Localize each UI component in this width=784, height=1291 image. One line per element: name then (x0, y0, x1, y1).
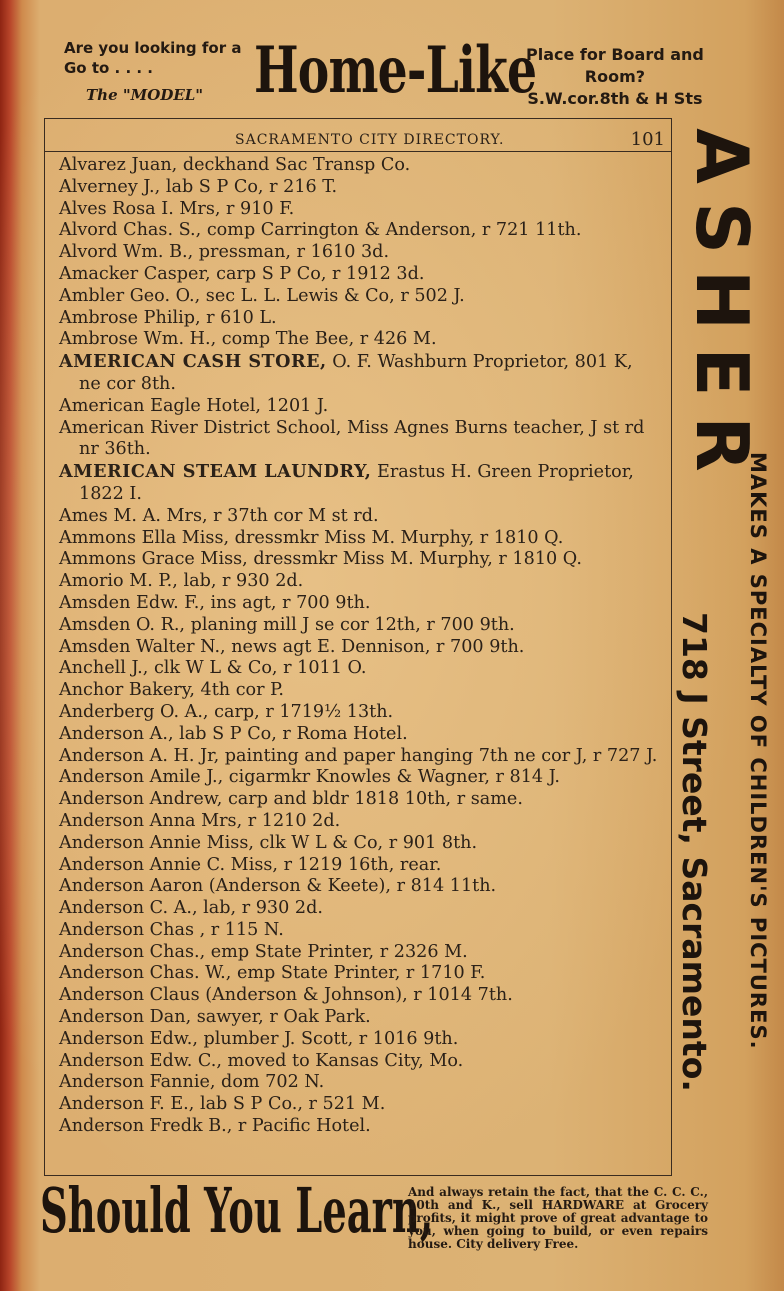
side-ad-name (680, 120, 764, 480)
list-item: Anderson C. A., lab, r 930 2d. (59, 898, 323, 919)
bottom-ad-headline: Should You Learn, (40, 1174, 434, 1247)
list-item: Anderson Annie C. Miss, r 1219 16th, rear. (59, 854, 442, 875)
bottom-advertisement (0, 1176, 784, 1286)
side-ad-letter: R (680, 416, 764, 472)
directory-frame (44, 118, 672, 1176)
side-ad-address: 718 J Street, Sacramento. (675, 612, 714, 1092)
business-detail: Erastus H. Green Proprietor, 1822 I. (79, 462, 634, 504)
list-item: Anderberg O. A., carp, r 1719½ 13th. (59, 701, 394, 722)
list-item: Anderson Aaron (Anderson & Keete), r 814 11th. (59, 876, 497, 897)
business-name: AMERICAN CASH STORE, (59, 351, 327, 373)
list-item-bold (59, 351, 659, 396)
list-item: Anderson Annie Miss, clk W L & Co, r 901 8th. (59, 832, 478, 853)
business-name: AMERICAN STEAM LAUNDRY, (59, 461, 372, 483)
side-ad-letter: S (680, 202, 764, 254)
list-item: Ambler Geo. O., sec L. L. Lewis & Co, r 502 J. (59, 285, 465, 306)
list-item: Ambrose Wm. H., comp The Bee, r 426 M. (59, 329, 437, 350)
list-item: Amsden Edw. F., ins agt, r 700 9th. (59, 592, 371, 613)
list-item: Ames M. A. Mrs, r 37th cor M st rd. (59, 505, 379, 526)
page-header (45, 127, 671, 152)
entry-list (59, 155, 659, 1138)
ad-left-line2: Go to . . . . (64, 59, 153, 77)
side-ad-letter: E (680, 347, 764, 397)
list-item: Alvord Wm. B., pressman, r 1610 3d. (59, 242, 390, 263)
list-item: Ambrose Philip, r 610 L. (59, 307, 277, 328)
directory-title: SACRAMENTO CITY DIRECTORY. (235, 132, 505, 148)
list-item: Amsden O. R., planing mill J se cor 12th, r 700 9th. (59, 614, 515, 635)
list-item: American Eagle Hotel, 1201 J. (59, 395, 329, 416)
list-item: Anderson Fannie, dom 702 N. (59, 1072, 325, 1093)
list-item: Anderson Claus (Anderson & Johnson), r 1014 7th. (59, 985, 513, 1006)
page-number: 101 (630, 129, 665, 150)
side-ad-letter: A (680, 128, 764, 184)
list-item: Ammons Grace Miss, dressmkr Miss M. Murphy, r 1810 Q. (59, 549, 582, 570)
list-item: Anderson Edw., plumber J. Scott, r 1016 9th. (59, 1028, 459, 1049)
list-item: Alves Rosa I. Mrs, r 910 F. (59, 198, 295, 219)
ad-model-text: The "MODEL" (86, 86, 204, 104)
list-item: Anderson Chas , r 115 N. (59, 919, 284, 940)
side-ad-letter: H (680, 269, 764, 331)
list-item: Ammons Ella Miss, dressmkr Miss M. Murphy, r 1810 Q. (59, 527, 564, 548)
list-item: American River District School, Miss Agnes Burns teacher, J st rd nr 36th. (59, 417, 645, 460)
business-detail: O. F. Washburn Proprietor, 801 K, ne cor 8th. (79, 352, 633, 394)
list-item: Anderson Amile J., cigarmkr Knowles & Wagner, r 814 J. (59, 767, 560, 788)
list-item: Anderson A. H. Jr, painting and paper hanging 7th ne cor J, r 727 J. (59, 745, 658, 766)
list-item: Anderson Fredk B., r Pacific Hotel. (59, 1116, 371, 1137)
list-item: Anchell J., clk W L & Co, r 1011 O. (59, 658, 367, 679)
ad-left-text (64, 38, 241, 78)
list-item: Anderson Chas., emp State Printer, r 2326 M. (59, 941, 468, 962)
ad-headline: Home-Like (254, 33, 537, 108)
top-advertisement (0, 30, 784, 120)
list-item-bold (59, 461, 659, 506)
list-item: Amacker Casper, carp S P Co, r 1912 3d. (59, 263, 425, 284)
bottom-ad-text: And always retain the fact, that the C. C. C., 10th and K., sell HARDWARE at Grocery profits, it might prove of great advantage to you, when going to build, or even repairs house. City delivery Free. (408, 1185, 708, 1251)
ad-left-line1: Are you looking for a (64, 39, 242, 57)
ad-right-line2: Room? (584, 67, 646, 86)
side-ad-tagline: MAKES A SPECIALTY OF CHILDREN'S PICTURES. (746, 452, 770, 1050)
list-item: Amorio M. P., lab, r 930 2d. (59, 571, 304, 592)
ad-right-line3: S.W.cor.8th & H Sts (527, 89, 703, 108)
list-item: Alverney J., lab S P Co, r 216 T. (59, 176, 338, 197)
list-item: Amsden Walter N., news agt E. Dennison, r 700 9th. (59, 636, 525, 657)
list-item: Anderson Andrew, carp and bldr 1818 10th, r same. (59, 789, 523, 810)
list-item: Anderson Edw. C., moved to Kansas City, Mo. (59, 1050, 464, 1071)
list-item: Anderson F. E., lab S P Co., r 521 M. (59, 1094, 386, 1115)
list-item: Anderson Chas. W., emp State Printer, r 1710 F. (59, 963, 486, 984)
list-item: Alvarez Juan, deckhand Sac Transp Co. (59, 155, 411, 175)
list-item: Anderson A., lab S P Co, r Roma Hotel. (59, 723, 408, 744)
ad-right-text (526, 44, 704, 110)
list-item: Anderson Dan, sawyer, r Oak Park. (59, 1007, 371, 1028)
list-item: Anchor Bakery, 4th cor P. (59, 680, 285, 701)
ad-right-line1: Place for Board and (526, 45, 704, 64)
list-item: Alvord Chas. S., comp Carrington & Anderson, r 721 11th. (59, 220, 582, 241)
list-item: Anderson Anna Mrs, r 1210 2d. (59, 810, 341, 831)
